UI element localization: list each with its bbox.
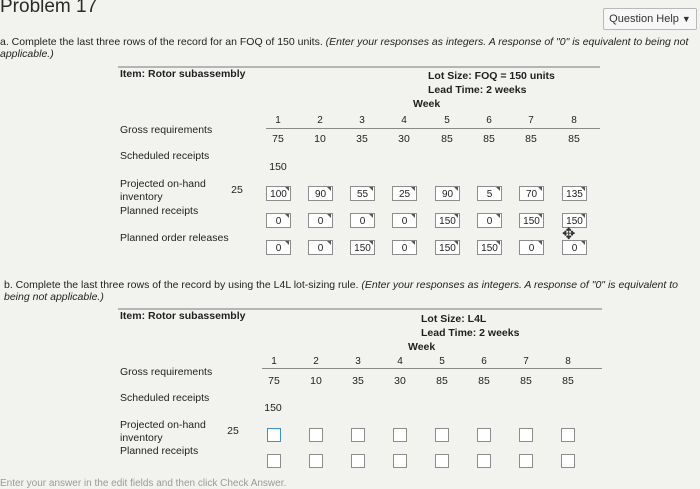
- b-week-5: 5: [439, 356, 445, 367]
- answer-flag-icon: [454, 214, 458, 218]
- answer-flag-icon: [369, 187, 373, 191]
- a-projected-input[interactable]: [308, 186, 333, 201]
- a-projected-input[interactable]: [477, 186, 502, 201]
- a-projected-input[interactable]: [562, 186, 587, 201]
- a-label-scheduled: Scheduled receipts: [120, 150, 210, 162]
- a-releases-input[interactable]: [266, 240, 291, 255]
- a-planned-receipts-input[interactable]: [519, 213, 544, 228]
- a-label-releases: Planned order releases: [120, 232, 229, 244]
- b-scheduled-receipt: 150: [264, 402, 282, 414]
- a-planned-receipts-input[interactable]: [477, 213, 502, 228]
- answer-flag-icon: [496, 187, 500, 191]
- a-releases-input[interactable]: [435, 240, 460, 255]
- question-a-prefix: a. Complete the last three rows of the record for an FOQ of 150 units.: [0, 36, 323, 48]
- b-projected-input[interactable]: [393, 428, 407, 442]
- answer-flag-icon: [496, 214, 500, 218]
- answer-flag-icon: [369, 241, 373, 245]
- a-releases-value: 150: [481, 243, 498, 254]
- answer-flag-icon: [327, 187, 331, 191]
- a-projected-value: 90: [441, 189, 454, 200]
- a-gross-cell: 85: [525, 133, 537, 145]
- answer-flag-icon: [581, 214, 585, 218]
- b-projected-input[interactable]: [561, 428, 575, 442]
- answer-flag-icon: [411, 241, 415, 245]
- question-help-label: Question Help: [609, 13, 679, 25]
- b-initial-inventory: 25: [227, 425, 239, 437]
- b-gross-cell: 30: [394, 375, 406, 387]
- a-planned-receipts-value: 150: [439, 216, 456, 227]
- a-gross-cell: 85: [441, 133, 453, 145]
- b-label-planned-receipts: Planned receipts: [120, 445, 199, 457]
- b-label-gross: Gross requirements: [120, 366, 213, 378]
- a-releases-value: 0: [275, 243, 282, 254]
- a-planned-receipts-value: 0: [486, 216, 493, 227]
- a-projected-input[interactable]: [392, 186, 417, 201]
- a-gross-cell: 10: [314, 133, 326, 145]
- a-releases-input[interactable]: [519, 240, 544, 255]
- a-week-5: 5: [444, 115, 450, 126]
- b-gross-cell: 75: [268, 375, 280, 387]
- a-releases-value: 150: [439, 243, 456, 254]
- a-gross-cell: 30: [398, 133, 410, 145]
- a-scheduled-receipt: 150: [269, 161, 287, 173]
- b-planned-receipts-input[interactable]: [477, 454, 491, 468]
- a-gross-cell: 75: [272, 133, 284, 145]
- answer-flag-icon: [496, 241, 500, 245]
- b-planned-receipts-input[interactable]: [351, 454, 365, 468]
- a-projected-value: 25: [398, 189, 411, 200]
- table-b-header-rule: [262, 368, 602, 369]
- answer-flag-icon: [411, 187, 415, 191]
- triangle-down-icon: ▼: [681, 14, 691, 24]
- b-week-4: 4: [397, 356, 403, 367]
- b-planned-receipts-input[interactable]: [267, 454, 281, 468]
- a-planned-receipts-value: 150: [566, 216, 583, 227]
- b-week-3: 3: [355, 356, 361, 367]
- b-planned-receipts-input[interactable]: [561, 454, 575, 468]
- b-projected-input[interactable]: [309, 428, 323, 442]
- answer-flag-icon: [581, 187, 585, 191]
- a-releases-input[interactable]: [392, 240, 417, 255]
- a-gross-cell: 85: [483, 133, 495, 145]
- b-gross-cell: 85: [436, 375, 448, 387]
- a-planned-receipts-input[interactable]: [266, 213, 291, 228]
- a-projected-input[interactable]: [435, 186, 460, 201]
- answer-flag-icon: [538, 241, 542, 245]
- table-a-week-label: Week: [413, 98, 441, 110]
- a-week-8: 8: [571, 115, 577, 126]
- a-planned-receipts-value: 150: [523, 216, 540, 227]
- b-projected-input[interactable]: [267, 428, 281, 442]
- a-releases-value: 150: [354, 243, 371, 254]
- answer-flag-icon: [369, 214, 373, 218]
- answer-flag-icon: [454, 241, 458, 245]
- a-releases-value: 0: [571, 243, 578, 254]
- answer-flag-icon: [538, 214, 542, 218]
- a-planned-receipts-value: 0: [401, 216, 408, 227]
- b-gross-cell: 10: [310, 375, 322, 387]
- a-projected-input[interactable]: [266, 186, 291, 201]
- table-a-header-rule: [266, 128, 600, 129]
- b-planned-receipts-input[interactable]: [309, 454, 323, 468]
- table-b-week-label: Week: [408, 341, 436, 353]
- a-projected-input[interactable]: [350, 186, 375, 201]
- b-planned-receipts-input[interactable]: [393, 454, 407, 468]
- b-label-projected: Projected on-hand inventory: [120, 419, 206, 444]
- b-week-1: 1: [271, 356, 277, 367]
- footer-instructions: Enter your answer in the edit fields and then click Check Answer.: [0, 478, 287, 489]
- b-gross-cell: 85: [520, 375, 532, 387]
- a-projected-value: 100: [270, 189, 287, 200]
- table-a-lot-size: Lot Size: FOQ = 150 units: [428, 70, 555, 82]
- a-projected-value: 70: [525, 189, 538, 200]
- b-week-7: 7: [523, 356, 529, 367]
- a-planned-receipts-value: 0: [359, 216, 366, 227]
- question-help-button[interactable]: [603, 8, 697, 30]
- a-week-4: 4: [401, 115, 407, 126]
- b-gross-cell: 85: [562, 375, 574, 387]
- b-projected-input[interactable]: [477, 428, 491, 442]
- answer-flag-icon: [285, 214, 289, 218]
- table-b-lot-size: Lot Size: L4L: [421, 313, 487, 325]
- b-planned-receipts-input[interactable]: [435, 454, 449, 468]
- b-week-6: 6: [481, 356, 487, 367]
- a-planned-receipts-input[interactable]: [308, 213, 333, 228]
- a-week-2: 2: [317, 115, 323, 126]
- b-projected-input[interactable]: [435, 428, 449, 442]
- question-b-prefix: b. Complete the last three rows of the record by using the L4L lot-sizing rule.: [4, 279, 359, 291]
- answer-flag-icon: [411, 214, 415, 218]
- a-gross-cell: 85: [568, 133, 580, 145]
- answer-flag-icon: [285, 187, 289, 191]
- a-initial-inventory: 25: [231, 184, 243, 196]
- a-label-gross: Gross requirements: [120, 124, 213, 136]
- a-projected-value: 90: [314, 189, 327, 200]
- table-b-lead-time: Lead Time: 2 weeks: [421, 327, 520, 339]
- question-a: [0, 36, 695, 60]
- mouse-cursor-icon: ✥: [562, 226, 576, 243]
- a-releases-input[interactable]: [308, 240, 333, 255]
- b-gross-cell: 35: [352, 375, 364, 387]
- table-b-item: Item: Rotor subassembly: [120, 310, 246, 322]
- answer-flag-icon: [327, 241, 331, 245]
- b-label-scheduled: Scheduled receipts: [120, 392, 210, 404]
- a-releases-value: 0: [401, 243, 408, 254]
- a-week-1: 1: [275, 115, 281, 126]
- a-projected-value: 5: [486, 189, 493, 200]
- answer-flag-icon: [454, 187, 458, 191]
- a-planned-receipts-input[interactable]: [392, 213, 417, 228]
- b-projected-input[interactable]: [351, 428, 365, 442]
- b-gross-cell: 85: [478, 375, 490, 387]
- answer-flag-icon: [538, 187, 542, 191]
- page-title: Problem 17: [0, 0, 98, 17]
- question-b: [4, 279, 698, 303]
- b-week-8: 8: [565, 356, 571, 367]
- a-planned-receipts-value: 0: [317, 216, 324, 227]
- a-week-6: 6: [486, 115, 492, 126]
- question-b-instructions: (Enter your responses as integers. A response of "0" is equivalent to being not applicable.): [4, 279, 678, 303]
- a-planned-receipts-input[interactable]: [350, 213, 375, 228]
- answer-flag-icon: [327, 214, 331, 218]
- b-planned-receipts-input[interactable]: [519, 454, 533, 468]
- a-releases-value: 0: [528, 243, 535, 254]
- question-a-instructions: (Enter your responses as integers. A response of "0" is equivalent to being not applicable.): [0, 36, 689, 60]
- a-week-7: 7: [528, 115, 534, 126]
- a-projected-value: 55: [356, 189, 369, 200]
- a-releases-input[interactable]: [350, 240, 375, 255]
- a-label-projected: Projected on-hand inventory: [120, 178, 206, 203]
- a-projected-value: 135: [566, 189, 583, 200]
- a-releases-input[interactable]: [477, 240, 502, 255]
- a-label-planned-receipts: Planned receipts: [120, 205, 199, 217]
- table-a-item: Item: Rotor subassembly: [120, 68, 246, 80]
- answer-flag-icon: [285, 241, 289, 245]
- a-releases-value: 0: [317, 243, 324, 254]
- a-projected-input[interactable]: [519, 186, 544, 201]
- a-planned-receipts-value: 0: [275, 216, 282, 227]
- a-gross-cell: 35: [356, 133, 368, 145]
- a-planned-receipts-input[interactable]: [435, 213, 460, 228]
- b-week-2: 2: [313, 356, 319, 367]
- table-a-lead-time: Lead Time: 2 weeks: [428, 84, 527, 96]
- a-week-3: 3: [359, 115, 365, 126]
- b-projected-input[interactable]: [519, 428, 533, 442]
- answer-flag-icon: [581, 241, 585, 245]
